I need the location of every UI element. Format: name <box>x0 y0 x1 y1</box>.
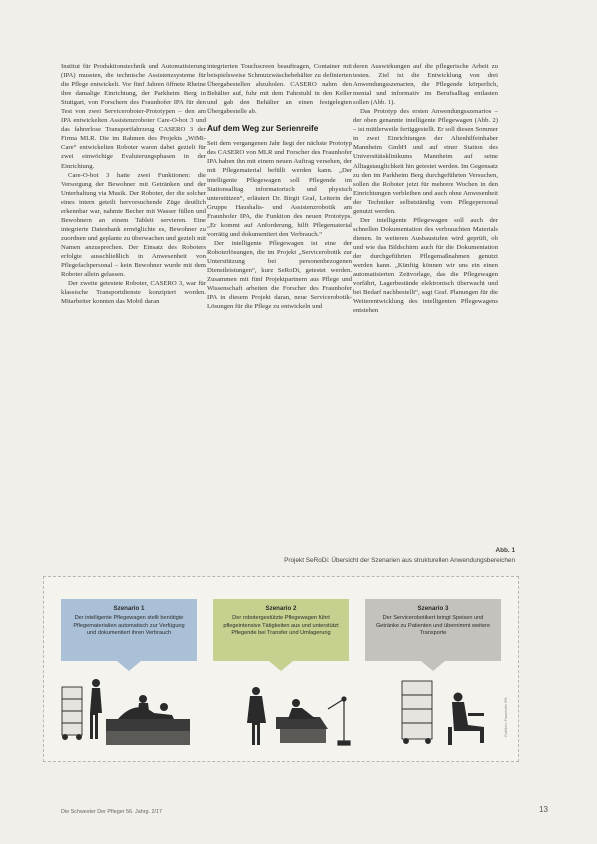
text-column-2 <box>207 62 352 311</box>
paragraph: Care-O-bot 3 hatte zwei Funktionen: die Versorgung der Bewohner mit Getränken und der Unterhaltung via Musik. Der Roboter, der die solcher eines intern geteilt hervorsuchende Züge deutlich erkennbar war, nahmte Becher mit Wasser füllen und Bewohnern an einem Tablett servieren. Eine integrierte Datenbank ermöglichte es, Bewohner zu zuordnen und geplante zu überwachen und gezielt mit Namen anzusprechen. Der Einsatz des Roboters erfolgte ausschließlich in Anwesenheit von Pflegefachpersonal – kein Bewohner wurde mit dem Roboter allein gelassen. <box>61 171 206 279</box>
scenario-text: Der robotergestützte Pflegewagen führt pflegeintensive Tätigkeiten aus und unterstützt Pflegende bei Transfer und Umlagerung <box>223 615 339 637</box>
robot-arm-illustration <box>328 697 350 745</box>
paragraph: Das Prototyp des ersten Anwendungsszenarios – der oben genannte intelligente Pflegewagen (Abb. 2) – ist mittlerweile fertiggestellt. Er soll diesen Sommer in zwei Einrichtungen der Altenhilfeinhaber Mannheim GmbH und auf einer Station des Universitätsklinikums Mannheim auf seine Alltagstauglichkeit hin getestet werden. Im Gegensatz zu den im Parkheim Berg durchgeführten Versuchen, sollen die Roboter jetzt für mehrere Wochen in den Einrichtungen verbleiben und auch ohne Anwesenheit der Techniker selbstständig vom Pflegepersonal genutzt werden. <box>353 108 498 215</box>
seated-person-illustration <box>448 693 484 746</box>
paragraph: Seit dem vergangenen Jahr liegt der nächste Prototyp des CASERO von MLR und Forscher des Fraunhofer IPA haben ihn mit einem neuen Auftrag versehen, der mit Pflegematerial befüllt werden kann. „Der intelligente Pflegewagen soll Pflegende im Stationsalltag informatorisch und physisch unterstützen“, erläutert Dr. Birgit Graf, Leiterin der Gruppe Haushalts- und Assistenzrobotik am Fraunhofer IPA, die Funktion des neuen Prototyps. „Er kommt auf Anforderung, hilft Pflegematerial vorrätig und dokumentiert den Verbrauch.“ <box>207 140 352 238</box>
paragraph: deren Auswirkungen auf die pflegerische Arbeit zu testen. Ziel ist die Entwicklung von drei Anwendungsszenarien, die Pflegende körperlich, mental und informativ im Berufsalltag entlasten sollen (Abb. 1). <box>353 63 498 107</box>
scenario-title: Szenario 1 <box>113 605 145 612</box>
paragraph: integrierten Touchscreen beauftragen, Container mit beispielsweise Schmutzwäschebehälter zu definierten Übergabestellen abzuholen. CASERO nahm den Behälter auf, fuhr mit dem Fahrstuhl in den Keller und gab den Behälter an einen festgelegten Übergabestelle ab. <box>207 63 352 116</box>
scenario-text: Der intelligente Pflegewagen stellt benötigte Pflegematerialien automatisch zur Verfügung und dokumentiert ihren Verbrauch <box>73 615 185 637</box>
service-robot-illustration <box>402 681 432 744</box>
bed-with-patient-illustration <box>106 695 190 745</box>
nurse-illustration <box>90 679 102 739</box>
paragraph: Institut für Produktionstechnik und Automatisierung (IPA) mussten, die technische Assistenzsysteme für die Pflege entwickelt. Vor fünf Jahren öffnete Rheine ihre damalige Einrichtung, der Parkheim Berg in Stuttgart, von Forschern des Fraunhofer IPA für den Test von zwei Serviceroboter-Prototypen – den am IPA entwickelten Assistenzroboter Care-O-bot 3 und das fahrerlose Transportfahrzeug CASERO 3 der Firma MLR. Die im Rahmen des Projekts „WiMi-Care“ entwickelten Roboter waren dabei gezielt für zwei einwöchige Evaluierungsphasen in der Einrichtung. <box>61 63 206 170</box>
paragraph: Der intelligente Pflegewagen ist eine der Roboterlösungen, die im Projekt „Servicerobotik zur Unterstützung bei personenbezogenen Dienstleistungen“, kurz SeRoDi, getestet werden. Zusammen mit fünf Projektpartnern aus Pflege und Wissenschaft arbeiten die Forscher des Fraunhofer IPA in diesem Projekt daran, neue Servicerobotik-Lösungen für die Pflege zu entwickeln und <box>207 239 352 311</box>
figure-number: Abb. 1 <box>495 547 515 554</box>
patient-chair-illustration <box>276 699 328 743</box>
page-footer: Die Schwester Der Pfleger 56. Jahrg. 2/17 <box>61 809 162 815</box>
scenario-title: Szenario 3 <box>417 605 449 612</box>
paragraph: Der intelligente Pflegewagen soll auch der schnellen Dokumentation des verbrauchten Materials dienen. In weiteren Ausbaustufen wird geprüft, ob und wie das Bildschirm auch für die Dokumentation der durchgeführten Pflegemaßnahmen genutzt werden kann. „Künftig können wir uns ein einen automatisierten Zeitvorlage, das die Pflegewagen vorfährt, Lagerbestände elektronisch überwacht und bei Bedarf nachbestellt“, sagt Graf. Planungen für die Weiterentwicklung des intelligenten Pflegewagens entstehen <box>353 216 498 315</box>
scenario-illustrations <box>44 669 518 761</box>
scenario-box-3 <box>365 599 501 661</box>
figure-caption: Projekt SeRoDi: Übersicht der Szenarien aus strukturellen Anwendungsbereichen <box>284 557 515 564</box>
text-column-3 <box>353 62 498 315</box>
page-number: 13 <box>539 805 548 814</box>
nurse-illustration <box>247 687 266 745</box>
image-credit: Grafiken: Fraunhofer IPA <box>504 697 508 737</box>
scenario-box-2 <box>213 599 349 661</box>
section-heading: Auf dem Weg zur Serienreife <box>207 124 319 134</box>
paragraph: Der zweite getestete Roboter, CASERO 3, war für klassische Transportdienste konzipiert worden. Mitarbeiter konnten das Mobil daran <box>61 280 206 306</box>
nursing-cart-illustration <box>62 687 82 740</box>
figure-label <box>60 547 515 564</box>
scenario-title: Szenario 2 <box>265 605 297 612</box>
scenario-figure <box>43 576 519 762</box>
text-column-1 <box>61 62 206 306</box>
scenario-box-1 <box>61 599 197 661</box>
scenario-text: Der Servicerobotikert bringt Speisen und Getränke zu Patienten und übernimmt weitere Transporte <box>375 615 491 637</box>
